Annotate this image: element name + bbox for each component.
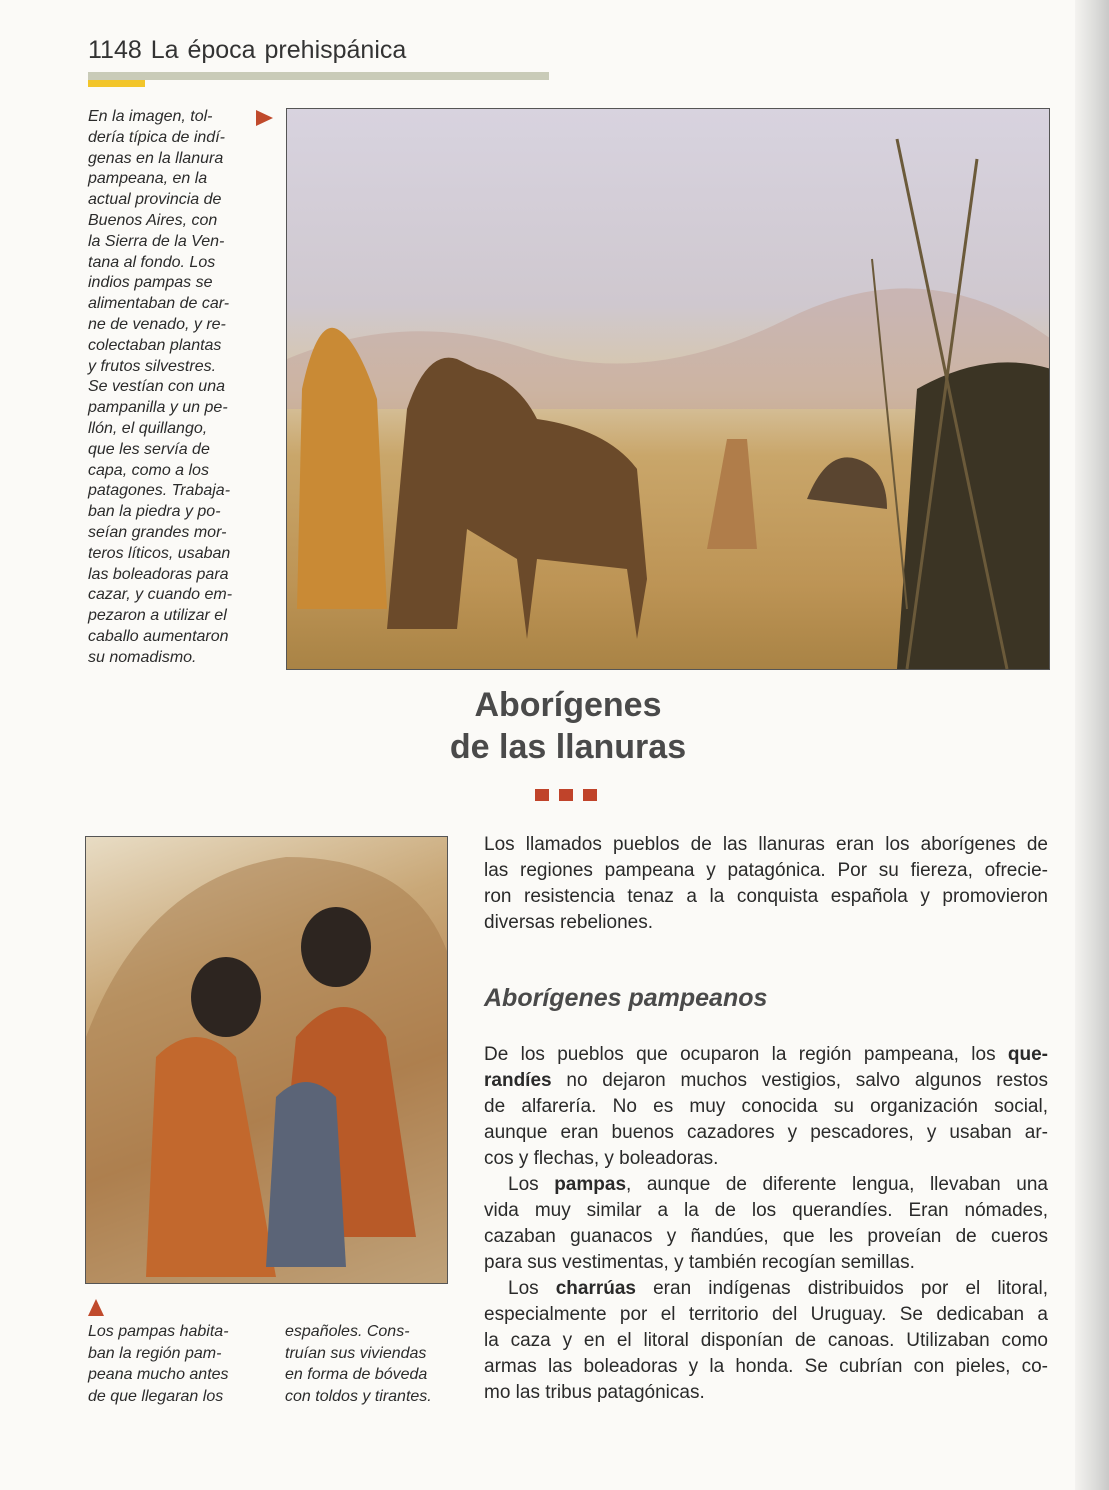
text-line: y frutos silvestres. <box>88 357 217 375</box>
text-line: tana al fondo. Los <box>88 253 216 271</box>
text-line: las regiones pampeana y patagónica. Por su fiereza, ofrecie- <box>484 860 1048 881</box>
text-line: teros líticos, usaban <box>88 544 231 562</box>
text-line: ron resistencia tenaz a la conquista española y promovieron <box>484 886 1048 907</box>
text-line: con toldos y tirantes. <box>285 1387 432 1405</box>
intro-paragraph <box>484 832 1048 936</box>
text-line: vida muy similar a la de los querandíes. Eran nómades, <box>484 1200 1048 1221</box>
text-line: especialmente por el territorio del Uruguay. Se dedicaban a <box>484 1304 1048 1325</box>
text-line: Los pampas, aunque de diferente lengua, llevaban una <box>508 1174 1048 1195</box>
caption-bottom-col2 <box>285 1321 432 1407</box>
text-line: patagones. Trabaja- <box>88 482 231 500</box>
text-line: pampanilla y un pe- <box>88 399 228 417</box>
page-number: 1148 <box>88 36 142 64</box>
text-line: Los pampas habita- <box>88 1323 229 1340</box>
pointer-up-icon <box>88 1299 104 1316</box>
text-line: Buenos Aires, con <box>88 211 218 229</box>
text-line: ban la región pam- <box>88 1344 222 1362</box>
text-line: alimentaban de car- <box>88 295 230 313</box>
text-line: Los charrúas eran indígenas distribuidos por el litoral, <box>508 1278 1049 1299</box>
text-line: mo las tribus patagónicas. <box>484 1382 705 1403</box>
text-line: españoles. Cons- <box>285 1323 410 1340</box>
text-line: Los llamados pueblos de las llanuras eran los aborígenes de <box>484 834 1048 855</box>
text-line: En la imagen, tol- <box>88 108 213 125</box>
caption-bottom-col1 <box>88 1321 229 1407</box>
text-line: truían sus viviendas <box>285 1344 427 1362</box>
illustration-pampas-women <box>85 836 448 1284</box>
section-title: La época prehispánica <box>150 36 407 64</box>
text-line: caballo aumentaron <box>88 627 229 645</box>
text-line: cos y flechas, y boleadoras. <box>484 1148 719 1169</box>
text-line: armas las boleadoras y la honda. Se cubrían con pieles, co- <box>484 1356 1048 1377</box>
page-edge-shadow <box>1075 0 1109 1490</box>
text-line: su nomadismo. <box>88 648 197 666</box>
text-line: ban la piedra y po- <box>88 503 221 521</box>
caption-top <box>88 107 253 669</box>
text-line: colectaban plantas <box>88 336 222 354</box>
text-line: en forma de bóveda <box>285 1366 428 1384</box>
text-line: pezaron a utilizar el <box>88 607 227 625</box>
text-line: seían grandes mor- <box>88 523 227 541</box>
text-line: randíes no dejaron muchos vestigios, salvo algunos restos <box>484 1070 1048 1091</box>
text-line: que les servía de <box>88 440 210 458</box>
text-line: pampeana, en la <box>88 170 208 188</box>
text-line: peana mucho antes <box>88 1366 229 1384</box>
subheading: Aborígenes pampeanos <box>484 984 768 1012</box>
text-line: cazar, y cuando em- <box>88 586 233 604</box>
title-line: de las llanuras <box>449 728 687 766</box>
title-line: Aborígenes <box>474 686 662 724</box>
running-header <box>88 36 406 65</box>
text-line: ne de venado, y re- <box>88 315 226 333</box>
ornament-square <box>583 789 597 801</box>
text-line: cazaban guanacos y ñandúes, que les proveían de cueros <box>484 1226 1048 1247</box>
pointer-right-icon <box>256 110 273 126</box>
text-line: indios pampas se <box>88 274 213 292</box>
text-line: genas en la llanura <box>88 149 224 167</box>
text-line: De los pueblos que ocuparon la región pampeana, los que- <box>484 1044 1048 1065</box>
body-text <box>484 1042 1048 1406</box>
header-accent <box>88 80 145 87</box>
text-line: de que llegaran los <box>88 1387 224 1405</box>
text-line: de alfarería. No es muy conocida su organización social, <box>484 1096 1048 1117</box>
text-line: actual provincia de <box>88 191 222 209</box>
ornament-square <box>559 789 573 801</box>
text-line: dería típica de indí- <box>88 128 225 146</box>
text-line: la caza y en el litoral disponían de canoas. Utilizaban como <box>484 1330 1048 1351</box>
ornament-square <box>535 789 549 801</box>
text-line: aunque eran buenos cazadores y pescadores, y usaban ar- <box>484 1122 1048 1143</box>
text-line: diversas rebeliones. <box>484 912 653 933</box>
text-line: las boleadoras para <box>88 565 229 583</box>
text-line: llón, el quillango, <box>88 419 208 437</box>
illustration-tolderia <box>286 108 1050 670</box>
header-rule <box>88 72 549 80</box>
text-line: Se vestían con una <box>88 378 225 396</box>
text-line: para sus vestimentas, y también recogían semillas. <box>484 1252 915 1273</box>
text-line: capa, como a los <box>88 461 209 479</box>
article-title <box>368 684 768 768</box>
text-line: la Sierra de la Ven- <box>88 232 225 250</box>
